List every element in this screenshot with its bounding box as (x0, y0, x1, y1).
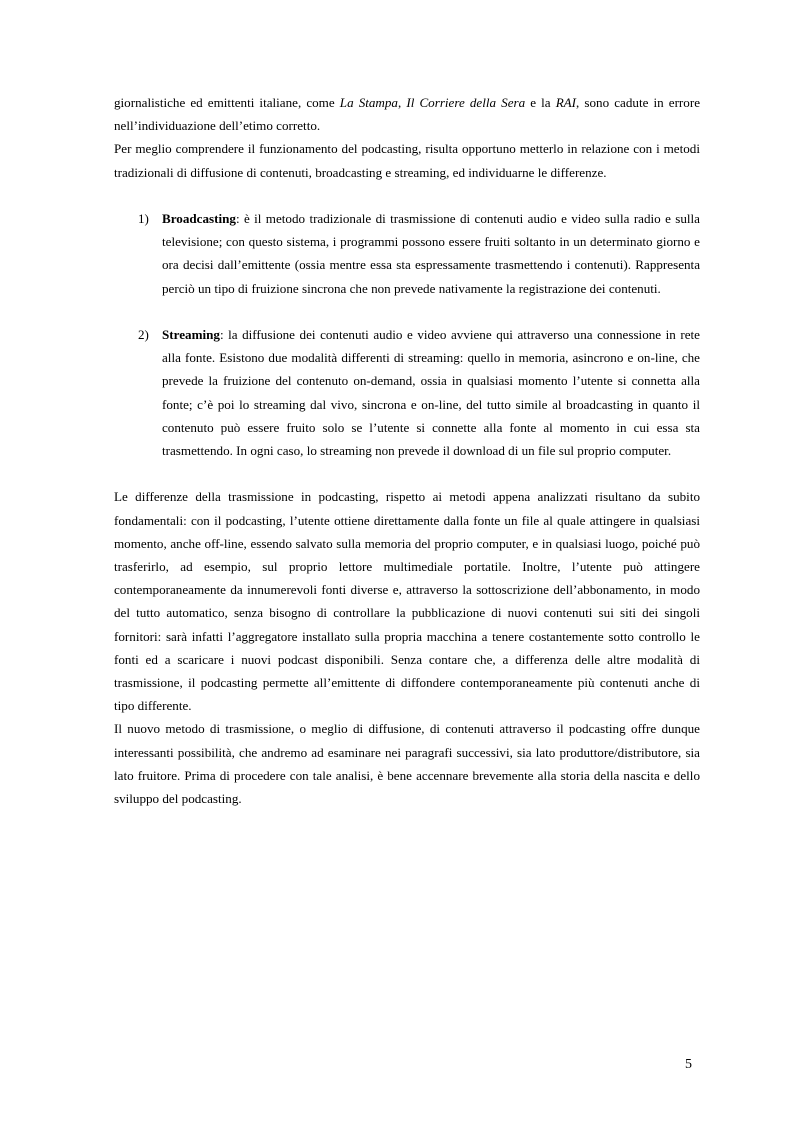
newspaper-la-stampa: La Stampa (339, 95, 398, 110)
list-item-streaming (114, 323, 700, 462)
intro-separator-1: , (397, 95, 407, 110)
term-streaming: Streaming (162, 327, 220, 342)
intro-paragraph-comparison: Per meglio comprendere il funzionamento del podcasting, risulta opportuno metterlo in relazione con i metodi tradizionali di diffusione di contenuti, broadcasting e streaming, ed individuarne le differenze. (114, 141, 700, 180)
podcasting-differences-paragraph: Le differenze della trasmissione in podcasting, rispetto ai metodi appena analizzati risultano da subito fondamentali: con il podcasting, l’utente ottiene direttamente dalla fonte un file al quale attingere in qualsiasi momento, anche off-line, essendo salvato sulla memoria del proprio computer, e in qualsiasi luogo, poiché può trasferirlo, ad esempio, sul proprio lettore multimediale portatile. Inoltre, l’utente può attingere contemporaneamente da innumerevoli fonti diverse e, attraverso la sottoscrizione dell’abbonamento, in modo del tutto automatico, senza bisogno di controllare la pubblicazione di nuovi contenuti sui siti dei singoli fornitori: sarà infatti l’aggregatore installato sulla propria macchina a tenere costantemente sotto controllo le fonti ed a scaricare i nuovi podcast disponibili. Senza contare che, a differenza delle altre modalità di trasmissione, il podcasting permette all’emittente di diffondere contemporaneamente più contenuti anche di tipo differente. (114, 489, 700, 714)
methods-list (114, 207, 700, 462)
streaming-description: : la diffusione dei contenuti audio e video avviene qui attraverso una connessione in rete alla fonte. Esistono due modalità differenti di streaming: quello in memoria, asincrono e on-line, che prevede la fruizione del contenuto on-demand, ossia in qualsiasi momento l’utente si connetta alla fonte; c’è poi lo streaming dal vivo, sincrona e on-line, del tutto simile al broadcasting in quanto il contenuto può essere fruito solo se l’utente si connette alla fonte al momento in cui essa sta trasmettendo. In ogni caso, lo streaming non prevede il download di un file sul proprio computer. (162, 327, 700, 459)
podcasting-possibilities-paragraph: Il nuovo metodo di trasmissione, o meglio di diffusione, di contenuti attraverso il podcasting offre dunque interessanti possibilità, che andremo ad esaminare nei paragrafi successivi, sia lato produttore/distributore, sia lato fruitore. Prima di procedere con tale analisi, è bene accennare brevemente alla storia della nascita e dello sviluppo del podcasting. (114, 721, 700, 807)
intro-separator-2: e la (525, 95, 556, 110)
broadcasting-description: : è il metodo tradizionale di trasmissione di contenuti audio e video sulla radio e sulla televisione; con questo sistema, i programmi possono essere fruiti soltanto in un determinato giorno e ora decisi dall’emittente (ossia mentre essa sta espressamente trasmettendo i contenuti). Rappresenta perciò un tipo di fruizione sincrona che non prevede nativamente la registrazione dei contenuti. (162, 211, 700, 296)
list-marker: 1) (138, 211, 149, 226)
list-marker: 2) (138, 327, 149, 342)
page-content (114, 91, 700, 810)
term-broadcasting: Broadcasting (162, 211, 236, 226)
newspaper-corriere-della-sera: Il Corriere della Sera (406, 95, 526, 110)
broadcaster-rai: RAI (555, 95, 577, 110)
intro-text-end: , sono cadute in errore nell’individuazione dell’etimo corretto. (114, 95, 701, 134)
intro-text-start: giornalistiche ed emittenti italiane, come (114, 95, 340, 110)
page-number: 5 (685, 1057, 692, 1072)
list-item-broadcasting (114, 207, 700, 300)
intro-paragraph-continuation (114, 91, 700, 137)
